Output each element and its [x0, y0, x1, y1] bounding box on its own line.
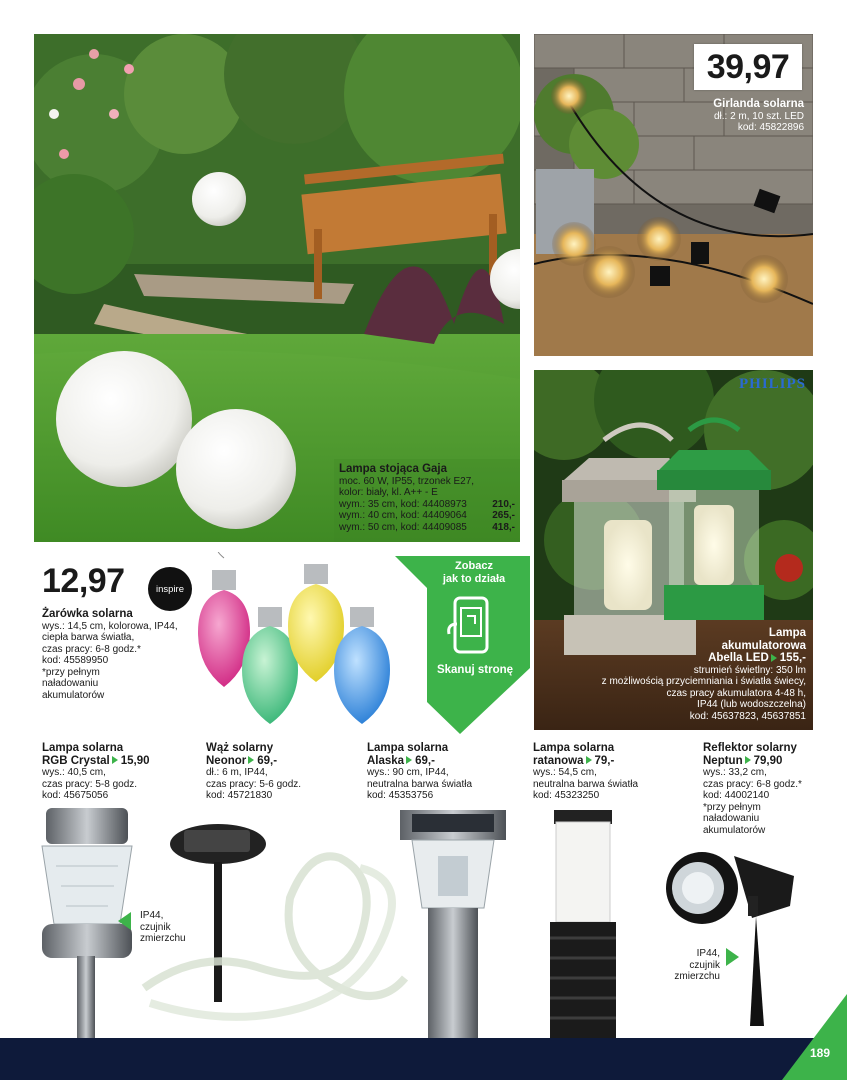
gaja-variant-label: wym.: 50 cm, kod: 44409085 — [339, 521, 467, 533]
product-title-1: Lampa solarna — [367, 742, 449, 754]
philips-logo: PHILIPS — [738, 376, 806, 392]
gaja-variant-label: wym.: 40 cm, kod: 44409064 — [339, 510, 467, 521]
product-title-1: Lampa solarna — [533, 742, 615, 754]
garland-price-tag — [694, 44, 802, 90]
product-spec: czas pracy: 5-6 godz. — [206, 778, 302, 790]
callout-line: czujnik — [689, 959, 720, 971]
gaja-variant-price: 265,- — [492, 510, 515, 521]
footer-bar — [0, 1038, 847, 1080]
gaja-variant-row — [339, 522, 515, 534]
gaja-variant-label: wym.: 35 cm, kod: 44408973 — [339, 498, 467, 510]
product-code: kod: 45721830 — [206, 790, 273, 801]
product-spec: czas pracy: 6-8 godz.* — [703, 778, 802, 790]
callout-line: zmierzchu — [140, 933, 186, 944]
product-price: 69,- — [257, 754, 278, 767]
garland-spec: dł.: 2 m, 10 szt. LED — [713, 110, 804, 122]
neptun-callout — [660, 948, 742, 983]
scan-badge-text — [431, 560, 517, 586]
price-arrow-icon — [586, 756, 592, 764]
gaja-variant-row — [339, 499, 515, 511]
gaja-spec-1: moc. 60 W, IP55, trzonek E27, — [339, 475, 475, 487]
product-spec: neutralna barwa światła — [367, 778, 473, 790]
product-code: kod: 45353756 — [367, 790, 434, 801]
product-code: kod: 45323250 — [533, 790, 600, 801]
bulbs-image — [192, 552, 398, 732]
product-note: naładowaniu — [703, 813, 760, 824]
product-title-row — [206, 755, 361, 768]
lantern-spec: czas pracy akumulatora 4-48 h, — [666, 687, 806, 699]
callout-line: IP44, — [696, 948, 720, 959]
lantern-title-2: akumulatorowa — [721, 639, 806, 652]
scan-line-3: Skanuj stronę — [436, 664, 514, 676]
neonor-image — [140, 818, 410, 1023]
product-title-row — [367, 755, 527, 768]
price-arrow-icon — [771, 654, 777, 662]
gaja-variant-price: 210,- — [492, 498, 515, 510]
price-arrow-icon — [112, 756, 118, 764]
product-title-2: Neptun — [703, 754, 743, 767]
lantern-title-3: Abella LED — [708, 652, 769, 664]
product-spec: czas pracy: 5-8 godz. — [42, 778, 138, 790]
lantern-title-1: Lampa — [768, 627, 806, 639]
lantern-spec: z możliwością przyciemniania i światła świecy, — [601, 676, 806, 687]
product-title-2: RGB Crystal — [42, 754, 110, 767]
gaja-spec-2: kolor: biały, kl. A++ - E — [339, 487, 438, 498]
product-note: akumulatorów — [703, 824, 766, 836]
product-title-1: Lampa solarna — [42, 742, 124, 754]
scan-line-1: Zobacz — [455, 560, 493, 572]
bulb-price: 12,97 — [42, 562, 125, 600]
product-price: 69,- — [415, 754, 435, 767]
product-neptun — [703, 742, 843, 836]
product-title-2: Alaska — [367, 754, 405, 767]
garland-title: Girlanda solarna — [713, 98, 804, 110]
callout-arrow-icon — [118, 912, 131, 930]
garland-price: 39,97 — [706, 47, 790, 86]
bulb-info — [42, 608, 202, 701]
bulb-note: *przy pełnym — [42, 666, 100, 678]
product-code: kod: 45675056 — [42, 790, 109, 801]
lantern-price: 155,- — [779, 652, 806, 664]
product-title-row — [533, 755, 693, 768]
alaska-image — [398, 808, 508, 1040]
gaja-variant-row — [339, 510, 515, 522]
bulb-title: Żarówka solarna — [42, 608, 133, 620]
garland-code: kod: 45822896 — [737, 122, 804, 133]
phone-scan-icon — [445, 594, 505, 658]
callout-line: czujnik — [140, 921, 171, 933]
callout-line: zmierzchu — [674, 971, 720, 982]
callout-line: IP44, — [140, 910, 164, 921]
product-spec: wys.: 33,2 cm, — [703, 767, 767, 778]
page-number: 189 — [809, 1046, 830, 1060]
product-code: kod: 44002140 — [703, 790, 770, 801]
scan-page-badge[interactable] — [395, 556, 530, 734]
product-title-2: ratanowa — [533, 754, 584, 767]
product-title-row — [703, 755, 843, 768]
product-title-row — [42, 755, 197, 768]
product-title-1: Reflektor solarny — [703, 742, 797, 754]
price-arrow-icon — [745, 756, 751, 764]
lantern-code: kod: 45637823, 45637851 — [689, 710, 806, 722]
gaja-title: Lampa stojąca Gaja — [339, 463, 448, 475]
product-ratanowa — [533, 742, 693, 802]
callout-arrow-icon — [726, 948, 739, 966]
product-price: 79,90 — [753, 754, 783, 767]
bulb-spec: czas pracy: 6-8 godz.* — [42, 643, 141, 655]
bulb-note: akumulatorów — [42, 689, 105, 701]
scan-line-2: jak to działa — [442, 573, 506, 585]
product-note: *przy pełnym — [703, 801, 761, 813]
lantern-spec: IP44 (lub wodoszczelna) — [697, 699, 806, 710]
gaja-variant-price: 418,- — [492, 521, 515, 533]
product-neonor — [206, 742, 361, 802]
product-price: 79,- — [594, 754, 615, 767]
bulb-spec: wys.: 14,5 cm, kolorowa, IP44, — [42, 620, 178, 632]
bulb-note: naładowaniu — [42, 678, 99, 689]
price-arrow-icon — [406, 756, 412, 764]
product-title-1: Wąż solarny — [206, 742, 274, 754]
inspire-logo: inspire — [148, 567, 192, 611]
price-arrow-icon — [248, 756, 254, 764]
product-spec: neutralna barwa światła — [533, 778, 639, 790]
bulb-spec: ciepła barwa światła, — [42, 632, 135, 643]
bulb-code: kod: 45589950 — [42, 655, 109, 666]
product-spec: wys.: 54,5 cm, — [533, 767, 597, 778]
product-spec: wys.: 90 cm, IP44, — [367, 767, 449, 778]
lantern-info — [540, 627, 806, 722]
product-price: 15,90 — [120, 754, 150, 767]
lantern-spec: strumień świetlny: 350 lm — [693, 664, 806, 676]
product-spec: wys.: 40,5 cm, — [42, 767, 106, 778]
rattan-image — [546, 808, 616, 1040]
lantern-title-row — [540, 652, 806, 665]
product-spec: dł.: 6 m, IP44, — [206, 767, 268, 778]
corner-triangle — [782, 994, 847, 1080]
product-alaska — [367, 742, 527, 802]
garland-info — [640, 98, 804, 134]
gaja-info — [339, 463, 515, 533]
product-title-2: Neonor — [206, 754, 247, 767]
product-rgb-crystal — [42, 742, 197, 802]
